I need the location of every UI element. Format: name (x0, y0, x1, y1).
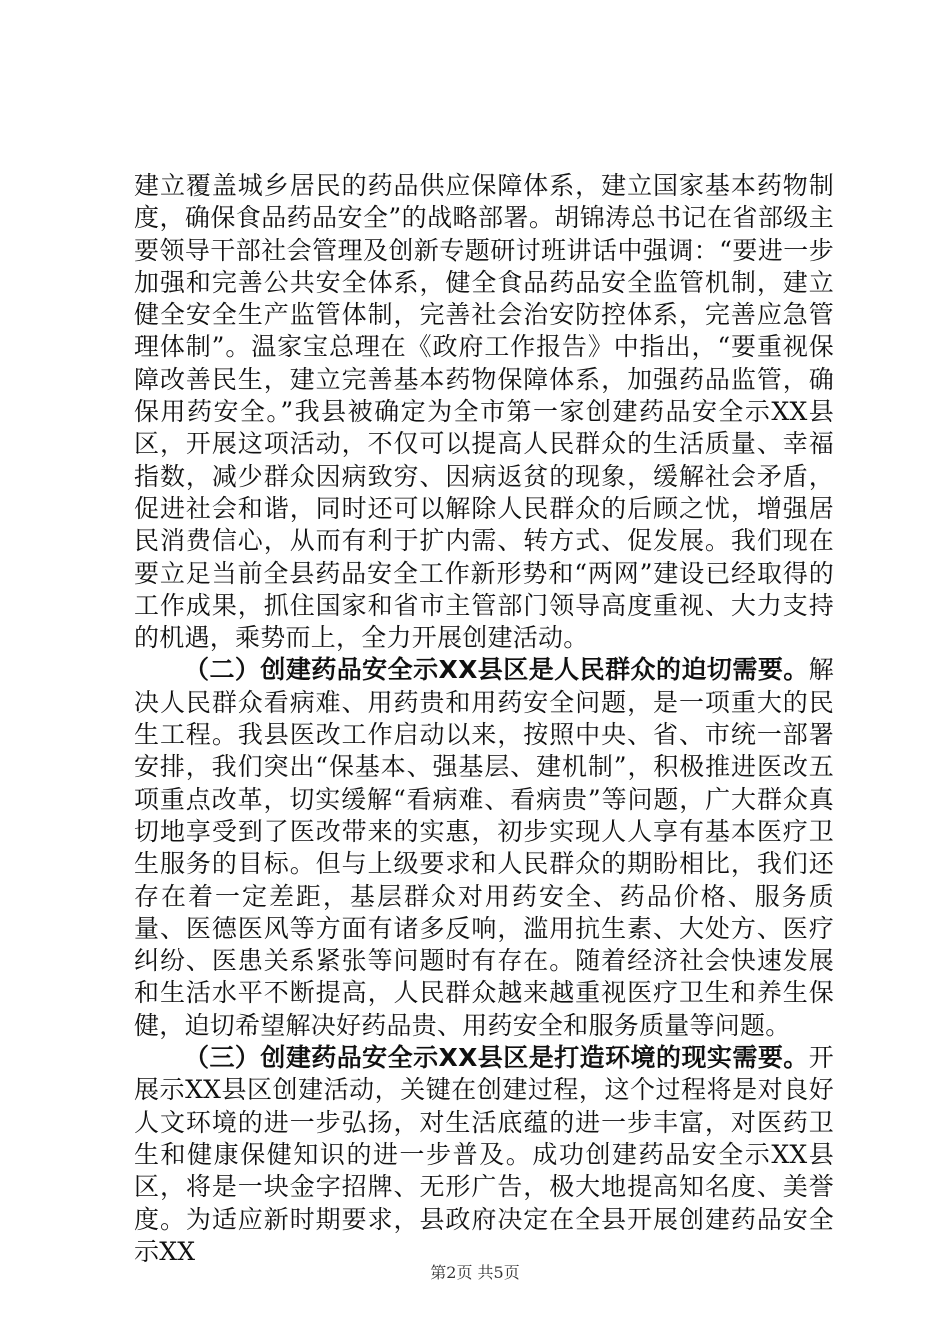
paragraph-3-heading: （三）创建药品安全示XX县区是打造环境的现实需要。 (184, 1043, 809, 1073)
paragraph-1-text: 建立覆盖城乡居民的药品供应保障体系，建立国家基本药物制度，确保食品药品安全”的战略部署。胡锦涛总书记在省部级主要领导干部社会管理及创新专题研讨班讲话中强调：“要进一步加强和完善公共安全体系，健全食品药品安全监管机制，建立健全安全生产监管体制，完善社会治安防控体系，完善应急管理体制”。温家宝总理在《政府工作报告》中指出，“要重视保障改善民生，建立完善基本药物保障体系，加强药品监管，确保用药安全。”我县被确定为全市第一家创建药品安全示XX县区，开展这项活动，不仅可以提高人民群众的生活质量、幸福指数，减少群众因病致穷、因病返贫的现象，缓解社会矛盾，促进社会和谐，同时还可以解除人民群众的后顾之忧，增强居民消费信心，从而有利于扩内需、转方式、促发展。我们现在要立足当前全县药品安全工作新形势和“两网”建设已经取得的工作成果，抓住国家和省市主管部门领导高度重视、大力支持的机遇，乘势而上，全力开展创建活动。 (134, 171, 834, 653)
page-number-label: 第2页 共5页 (430, 1263, 520, 1282)
paragraph-2-heading: （二）创建药品安全示XX县区是人民群众的迫切需要。 (184, 655, 809, 685)
paragraph-2-text: 解决人民群众看病难、用药贵和用药安全问题，是一项重大的民生工程。我县医改工作启动以来，按照中央、省、市统一部署安排，我们突出“保基本、强基层、建机制”，积极推进医改五项重点改革，切实缓解“看病难、看病贵”等问题，广大群众真切地享受到了医改带来的实惠，初步实现人人享有基本医疗卫生服务的目标。但与上级要求和人民群众的期盼相比，我们还存在着一定差距，基层群众对用药安全、药品价格、服务质量、医德医风等方面有诸多反响，滥用抗生素、大处方、医疗纠纷、医患关系紧张等问题时有存在。随着经济社会快速发展和生活水平不断提高，人民群众越来越重视医疗卫生和养生保健，迫切希望解决好药品贵、用药安全和服务质量等问题。 (134, 655, 834, 1040)
document-body (134, 170, 834, 1268)
page-footer (0, 1260, 950, 1283)
paragraph-1 (134, 170, 834, 654)
paragraph-3-text: 开展示XX县区创建活动，关键在创建过程，这个过程将是对良好人文环境的进一步弘扬，对生活底蕴的进一步丰富，对医药卫生和健康保健知识的进一步普及。成功创建药品安全示XX县区，将是一块金字招牌、无形广告，极大地提高知名度、美誉度。为适应新时期要求，县政府决定在全县开展创建药品安全示XX (134, 1043, 834, 1266)
paragraph-2 (134, 654, 834, 1042)
paragraph-3 (134, 1042, 834, 1268)
